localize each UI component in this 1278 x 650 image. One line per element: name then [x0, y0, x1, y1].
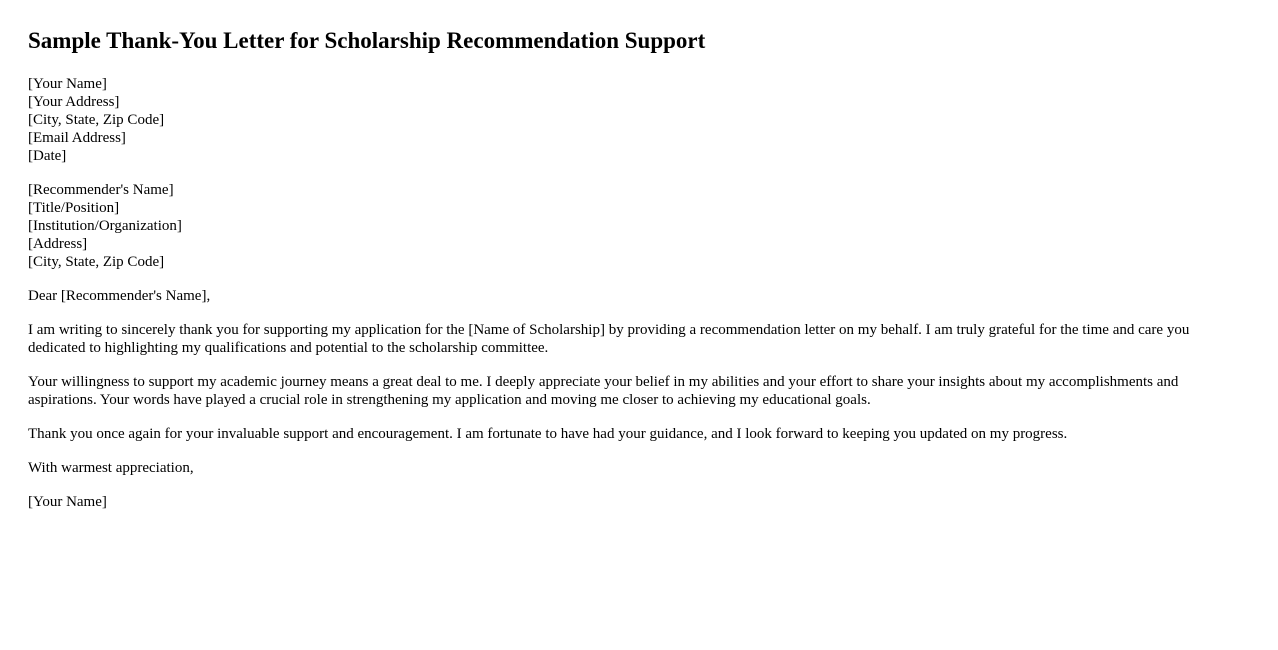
closing: With warmest appreciation,	[28, 460, 194, 476]
body-paragraph: Your willingness to support my academic journey means a great deal to me. I deeply appreciate your belief in my abilities and your effort to share your insights about my accomplishments and aspirations. Your words have played a crucial role in strengthening my application and moving me closer to achieving my educational goals.	[28, 374, 1179, 408]
recipient-title: [Title/Position]	[28, 200, 120, 216]
sender-city-state-zip: [City, State, Zip Code]	[28, 112, 165, 128]
recipient-name: [Recommender's Name]	[28, 182, 174, 198]
recipient-address: [Address]	[28, 236, 88, 252]
sender-name: [Your Name]	[28, 76, 107, 92]
recipient-institution: [Institution/Organization]	[28, 218, 182, 234]
body-paragraph: Thank you once again for your invaluable support and encouragement. I am fortunate to have had your guidance, and I look forward to keeping you updated on my progress.	[28, 426, 1068, 442]
salutation: Dear [Recommender's Name],	[28, 288, 211, 304]
recipient-city-state-zip: [City, State, Zip Code]	[28, 254, 165, 270]
signature: [Your Name]	[28, 494, 107, 510]
letter-title: Sample Thank-You Letter for Scholarship Recommendation Support	[28, 28, 706, 53]
sender-address: [Your Address]	[28, 94, 120, 110]
sender-address-block	[28, 75, 1250, 165]
sender-email: [Email Address]	[28, 130, 126, 146]
body-paragraph: I am writing to sincerely thank you for supporting my application for the [Name of Scholarship] by providing a recommendation letter on my behalf. I am truly grateful for the time and care you dedicated to highlighting my qualifications and potential to the scholarship committee.	[28, 322, 1190, 356]
letter-date: [Date]	[28, 148, 67, 164]
recipient-address-block	[28, 181, 1250, 271]
